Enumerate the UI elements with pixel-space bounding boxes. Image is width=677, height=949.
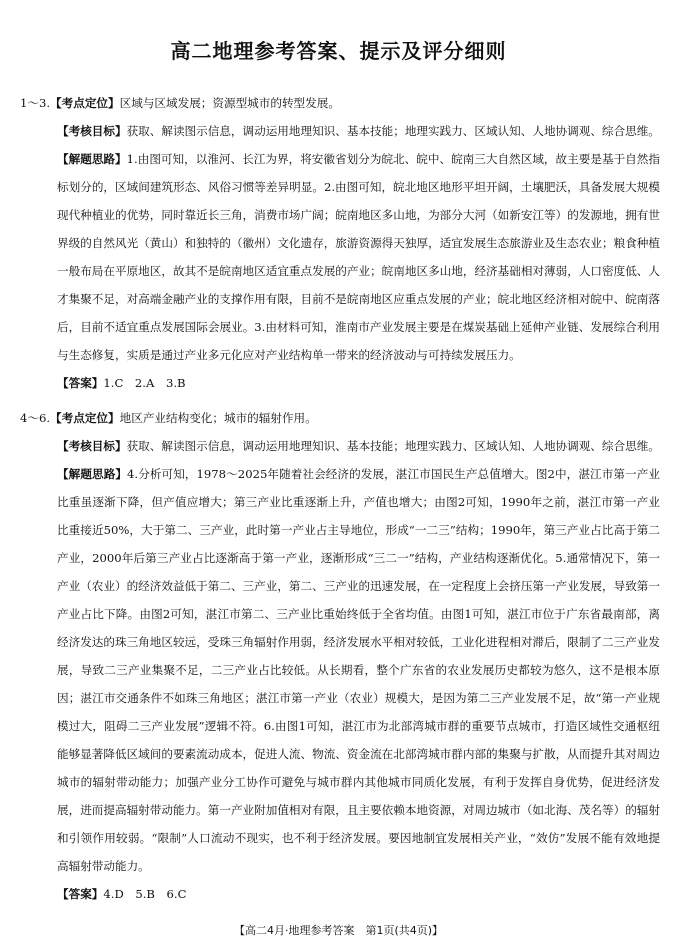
idea-tag: 【解题思路】 xyxy=(57,152,127,166)
goal-text: 获取、解读图示信息，调动运用地理知识、基本技能；地理实践力、区域认知、人地协调观、综合思维。 xyxy=(126,124,660,138)
locate-line xyxy=(20,404,660,432)
goal-text: 获取、解读图示信息，调动运用地理知识、基本技能；地理实践力、区域认知、人地协调观、综合思维。 xyxy=(126,439,660,453)
answer-tag: 【答案】 xyxy=(57,376,104,390)
idea-paragraph xyxy=(57,460,660,880)
question-group-2 xyxy=(20,404,660,908)
question-range: 4～6. xyxy=(20,411,51,425)
goal-tag: 【考核目标】 xyxy=(57,439,127,453)
answer-text: 1.C 2.A 3.B xyxy=(103,376,186,390)
page-footer: 【高二4月·地理参考答案 第1页(共4页)】 xyxy=(233,924,444,937)
answer-paragraph xyxy=(57,880,660,908)
question-range: 1～3. xyxy=(20,96,51,110)
locate-tag: 【考点定位】 xyxy=(50,411,120,425)
locate-line xyxy=(20,89,660,117)
locate-text: 区域与区域发展；资源型城市的转型发展。 xyxy=(119,96,340,110)
question-group-1 xyxy=(20,89,660,397)
goal-paragraph xyxy=(57,432,660,460)
idea-tag: 【解题思路】 xyxy=(57,467,128,481)
locate-tag: 【考点定位】 xyxy=(50,96,120,110)
goal-tag: 【考核目标】 xyxy=(57,124,127,138)
answer-text: 4.D 5.B 6.C xyxy=(103,887,187,901)
answer-tag: 【答案】 xyxy=(57,887,104,901)
locate-text: 地区产业结构变化；城市的辐射作用。 xyxy=(119,411,317,425)
page-title: 高二地理参考答案、提示及评分细则 xyxy=(170,39,507,63)
idea-text: 4.分析可知，1978～2025年随着社会经济的发展，湛江市国民生产总值增大。图2中，湛江市第一产业比重虽逐渐下降，但产值应增大；第三产业比重逐渐上升，产值也增大；由图2可知，1990年之前，湛江市第一产业比重接近50%，大于第二、三产业，此时第一产业占主导地位，形成“一二三”结构；1990年，第三产业占比高于第二产业，2000年后第三产业占比逐渐高于第一产业，逐渐形成“三二一”结构，产业结构逐渐优化。5.通常情况下，第一产业（农业）的经济效益低于第二、三产业，第二、三产业的迅速发展，在一定程度上会挤压第一产业发展，导致第一产业占比下降。由图2可知，湛江市第二、三产业比重始终低于全省均值。由图1可知，湛江市位于广东省最南部，离经济发达的珠三角地区较远，受珠三角辐射作用弱，经济发展水平相对较低，工业化进程相对滞后，限制了二三产业发展，导致二三产业集聚不足，二三产业占比较低。从长期看，整个广东省的农业发展历史都较为悠久，这不是根本原因；湛江市交通条件不如珠三角地区；湛江市第一产业（农业）规模大，是因为第二三产业发展不足，故“第一产业规模过大，阻碍二三产业发展”逻辑不符。6.由图1可知，湛江市为北部湾城市群的重要节点城市，打造区域性交通枢纽能够显著降低区域间的要素流动成本，促进人流、物流、资金流在北部湾城市群内部的集聚与扩散，从而提升其对周边城市的辐射带动能力；加强产业分工协作可避免与城市群内其他城市同质化发展，有利于发挥自身优势，促进经济发展，进而提高辐射带动能力。第一产业附加值相对有限，且主要依赖本地资源，对周边城市（如北海、茂名等）的辐射和引领作用较弱。“限制”人口流动不现实，也不利于经济发展。要因地制宜发展相关产业，“效仿”发展不能有效地提高辐射带动能力。 xyxy=(57,467,660,873)
idea-paragraph xyxy=(57,145,660,369)
answer-paragraph xyxy=(57,369,660,397)
goal-paragraph xyxy=(57,117,660,145)
idea-text: 1.由图可知，以淮河、长江为界，将安徽省划分为皖北、皖中、皖南三大自然区域，故主要是基于自然指标划分的，区域间建筑形态、风俗习惯等差异明显。2.由图可知，皖北地区地形平坦开阔，土壤肥沃，具备发展大规模现代种植业的优势，同时靠近长三角，消费市场广阔；皖南地区多山地，为部分大河（如新安江等）的发源地，拥有世界级的自然风光（黄山）和独特的（徽州）文化遗存，旅游资源得天独厚，适宜发展生态旅游业及生态农业；粮食种植一般布局在平原地区，故其不是皖南地区适宜重点发展的产业；皖南地区多山地，经济基础相对薄弱，人口密度低、人才集聚不足，对高端金融产业的支撑作用有限，目前不是皖南地区应重点发展的产业；皖北地区经济相对皖中、皖南落后，目前不适宜重点发展国际会展业。3.由材料可知，淮南市产业发展主要是在煤炭基础上延伸产业链、发展综合利用与生态修复，实质是通过产业多元化应对产业结构单一带来的经济波动与可持续发展压力。 xyxy=(57,152,660,362)
